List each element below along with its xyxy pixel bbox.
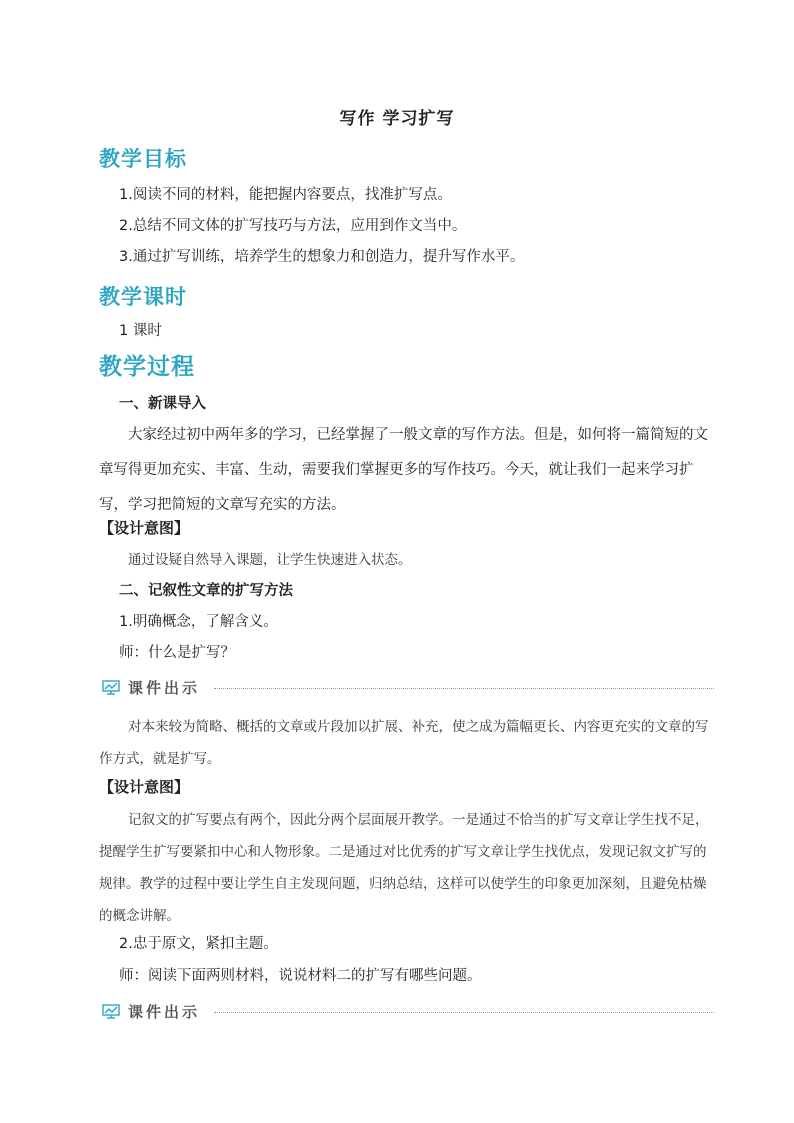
expansion-definition: 对本来较为简略、概括的文章或片段加以扩展、补充，使之成为篇幅更长、内容更充实的文章的写作方式，就是扩写。	[99, 719, 709, 767]
part2-question1: 师：什么是扩写？	[119, 645, 235, 661]
presentation-chart-icon	[102, 1004, 120, 1019]
courseware-show-banner-1	[102, 678, 714, 698]
presentation-chart-icon	[102, 680, 120, 695]
heading-teaching-hours: 教学课时	[99, 285, 187, 309]
part2-title: 二、记叙性文章的扩写方法	[119, 583, 293, 599]
document-title: 写作 学习扩写	[339, 109, 455, 129]
courseware-show-label-2: 课件出示	[128, 1003, 201, 1021]
part2-step2: 2.忠于原文，紧扣主题。	[119, 936, 278, 952]
part2-step1: 1.明确概念，了解含义。	[119, 614, 278, 630]
teaching-hours-value: 1 课时	[119, 323, 162, 339]
goal-item-2: 2.总结不同文体的扩写技巧与方法，应用到作文当中。	[119, 218, 467, 234]
goal-item-3: 3.通过扩写训练，培养学生的想象力和创造力，提升写作水平。	[119, 249, 525, 265]
dotted-divider	[214, 1012, 714, 1013]
goal-item-1: 1.阅读不同的材料，能把握内容要点，找准扩写点。	[119, 187, 452, 203]
part1-title: 一、新课导入	[119, 396, 206, 412]
heading-teaching-goals: 教学目标	[99, 147, 187, 171]
design-intent-label-1: 【设计意图】	[99, 519, 190, 537]
courseware-show-label-1: 课件出示	[128, 679, 201, 697]
part1-paragraph: 大家经过初中两年多的学习，已经掌握了一般文章的写作方法。但是，如何将一篇简短的文章写得更加充实、丰富、生动，需要我们掌握更多的写作技巧。今天，就让我们一起来学习扩写，学习把简短的文章写充实的方法。	[99, 427, 708, 513]
design-intent-text-1: 通过设疑自然导入课题，让学生快速进入状态。	[128, 552, 412, 568]
design-intent-label-2: 【设计意图】	[99, 778, 190, 796]
dotted-divider	[214, 688, 714, 689]
part2-question2: 师：阅读下面两则材料，说说材料二的扩写有哪些问题。	[119, 968, 482, 984]
courseware-show-banner-2	[102, 1002, 714, 1022]
heading-teaching-process: 教学过程	[99, 354, 195, 380]
design-intent-text-2: 记叙文的扩写要点有两个，因此分两个层面展开教学。一是通过不恰当的扩写文章让学生找不足，提醒学生扩写要紧扣中心和人物形象。二是通过对比优秀的扩写文章让学生找优点，发现记叙文扩写的规律。教学的过程中要让学生自主发现问题，归纳总结，这样可以使学生的印象更加深刻，且避免枯燥的概念讲解。	[99, 812, 709, 924]
